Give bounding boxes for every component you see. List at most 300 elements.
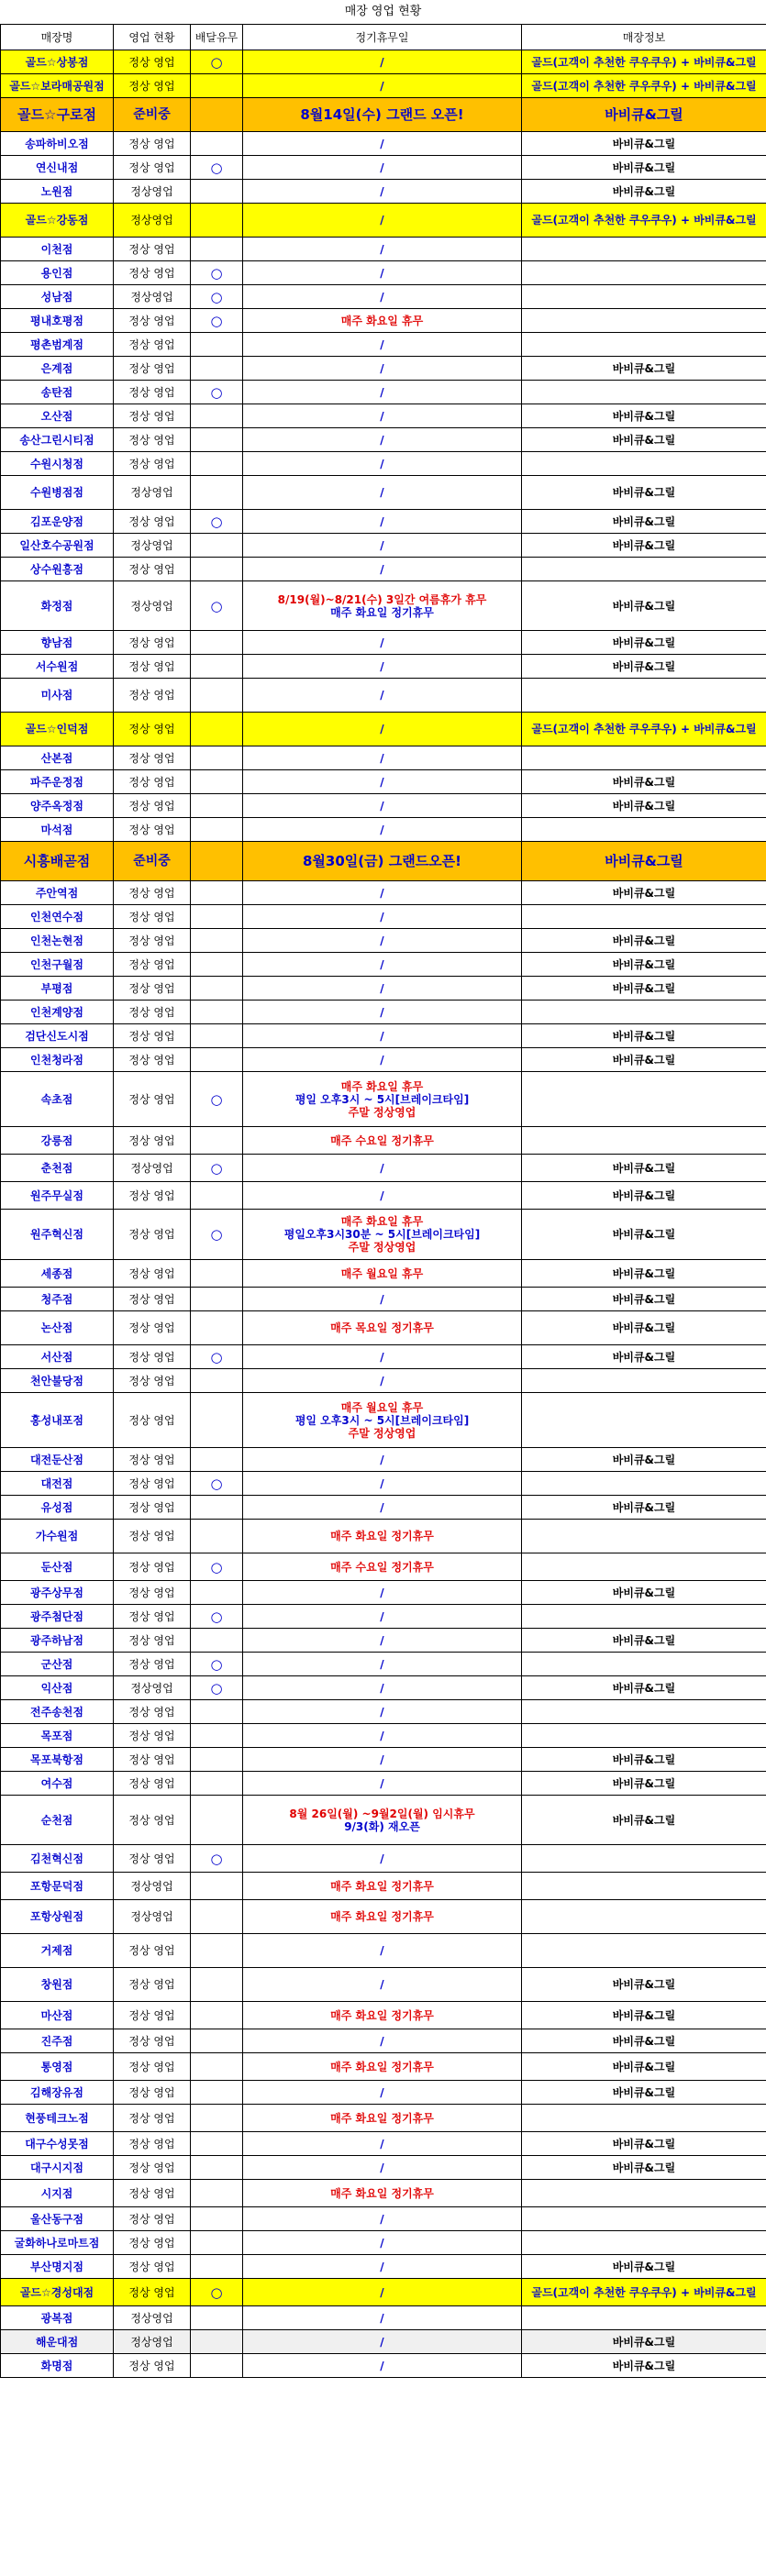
store-info-cell: 바비큐&그릴 — [522, 631, 766, 655]
table-row — [1, 581, 766, 631]
holiday-line: / — [380, 2285, 384, 2299]
store-name-cell: 순천점 — [1, 1796, 114, 1845]
delivery-cell: ○ — [191, 309, 243, 333]
table-row — [1, 1873, 766, 1900]
status-cell: 정상 영업 — [114, 2354, 191, 2378]
store-name-cell: 화명점 — [1, 2354, 114, 2378]
delivery-cell — [191, 1311, 243, 1345]
holiday-cell — [243, 770, 522, 794]
store-name-cell: 주안역점 — [1, 881, 114, 905]
delivery-cell — [191, 2029, 243, 2053]
status-cell: 정상 영업 — [114, 1796, 191, 1845]
store-name-cell: 평촌범계점 — [1, 333, 114, 357]
store-info-cell: 바비큐&그릴 — [522, 1968, 766, 2002]
holiday-line: / — [380, 957, 384, 971]
status-cell: 정상 영업 — [114, 1553, 191, 1581]
delivery-cell — [191, 74, 243, 98]
delivery-cell — [191, 2330, 243, 2354]
table-row — [1, 1448, 766, 1472]
store-info-cell: 바비큐&그릴 — [522, 98, 766, 132]
store-info-cell: 바비큐&그릴 — [522, 156, 766, 180]
holiday-line: / — [380, 2311, 384, 2325]
status-cell: 정상 영업 — [114, 381, 191, 404]
store-info-cell — [522, 285, 766, 309]
holiday-line: 매주 화요일 휴무 — [340, 1079, 424, 1093]
holiday-line: 매주 화요일 정기휴무 — [330, 2186, 434, 2200]
store-name-cell: 미사점 — [1, 679, 114, 713]
table-row — [1, 2306, 766, 2330]
holiday-cell — [243, 357, 522, 381]
holiday-line: / — [380, 1500, 384, 1514]
holiday-line: / — [380, 514, 384, 528]
store-name-cell: 대구수성못점 — [1, 2132, 114, 2156]
status-cell: 정상영업 — [114, 476, 191, 510]
table-row — [1, 404, 766, 428]
delivery-cell: ○ — [191, 1345, 243, 1369]
holiday-cell — [243, 1024, 522, 1048]
table-row — [1, 1968, 766, 2002]
delivery-cell — [191, 1393, 243, 1448]
status-cell: 정상 영업 — [114, 2081, 191, 2105]
status-cell: 정상 영업 — [114, 558, 191, 581]
table-row — [1, 1369, 766, 1393]
store-info-cell: 바비큐&그릴 — [522, 1748, 766, 1772]
status-cell: 정상 영업 — [114, 2255, 191, 2279]
delivery-cell — [191, 1520, 243, 1553]
delivery-cell — [191, 770, 243, 794]
holiday-line: / — [380, 457, 384, 470]
holiday-cell — [243, 2105, 522, 2132]
delivery-cell — [191, 1448, 243, 1472]
status-cell: 정상 영업 — [114, 2180, 191, 2207]
table-row — [1, 1210, 766, 1260]
delivery-cell — [191, 679, 243, 713]
table-row — [1, 1520, 766, 1553]
store-info-cell: 바비큐&그릴 — [522, 2053, 766, 2081]
holiday-line: 매주 화요일 정기휴무 — [330, 2111, 434, 2125]
status-cell: 정상 영업 — [114, 1581, 191, 1605]
table-row — [1, 1127, 766, 1155]
store-info-cell: 바비큐&그릴 — [522, 1496, 766, 1520]
table-row — [1, 1072, 766, 1127]
table-row — [1, 1934, 766, 1968]
holiday-line: 매주 수요일 정기휴무 — [330, 1133, 434, 1147]
holiday-line: 주말 정상영업 — [348, 1105, 416, 1119]
table-row — [1, 794, 766, 818]
holiday-line: / — [380, 1029, 384, 1043]
table-row — [1, 381, 766, 404]
table-row — [1, 1182, 766, 1210]
table-row — [1, 2105, 766, 2132]
holiday-cell — [243, 1700, 522, 1724]
holiday-cell — [243, 1900, 522, 1934]
holiday-cell — [243, 1369, 522, 1393]
table-row — [1, 679, 766, 713]
delivery-cell — [191, 2180, 243, 2207]
holiday-cell — [243, 1629, 522, 1653]
holiday-line: / — [380, 2260, 384, 2273]
holiday-cell — [243, 132, 522, 156]
store-info-cell: 바비큐&그릴 — [522, 1048, 766, 1072]
delivery-cell — [191, 2053, 243, 2081]
status-cell: 정상 영업 — [114, 1369, 191, 1393]
store-name-cell: 인천구월점 — [1, 953, 114, 977]
holiday-cell — [243, 953, 522, 977]
store-name-cell: 인천연수점 — [1, 905, 114, 929]
store-info-cell — [522, 452, 766, 476]
delivery-cell — [191, 2207, 243, 2231]
holiday-cell — [243, 1796, 522, 1845]
status-cell: 정상 영업 — [114, 818, 191, 842]
status-cell: 정상 영업 — [114, 1845, 191, 1873]
status-cell: 정상 영업 — [114, 1345, 191, 1369]
holiday-line: 매주 화요일 정기휴무 — [330, 1530, 434, 1542]
holiday-line: / — [380, 214, 384, 227]
holiday-cell — [243, 679, 522, 713]
delivery-cell — [191, 881, 243, 905]
store-name-cell: 연신내점 — [1, 156, 114, 180]
holiday-line: / — [380, 910, 384, 923]
holiday-line: / — [380, 751, 384, 765]
holiday-line: / — [380, 886, 384, 900]
store-name-cell: 원주무실점 — [1, 1182, 114, 1210]
store-info-cell: 골드(고객이 추천한 쿠우쿠우) + 바비큐&그릴 — [522, 2279, 766, 2306]
holiday-line: / — [380, 1729, 384, 1742]
delivery-cell — [191, 1629, 243, 1653]
status-cell: 정상 영업 — [114, 2156, 191, 2180]
holiday-cell — [243, 2354, 522, 2378]
table-row — [1, 1345, 766, 1369]
store-name-cell: 세종점 — [1, 1260, 114, 1288]
table-row — [1, 818, 766, 842]
holiday-line: / — [380, 1705, 384, 1719]
store-name-cell: 광주상무점 — [1, 1581, 114, 1605]
delivery-cell — [191, 1496, 243, 1520]
store-name-cell: 굴화하나로마트점 — [1, 2231, 114, 2255]
holiday-line: 매주 화요일 정기휴무 — [330, 605, 434, 619]
holiday-cell — [243, 818, 522, 842]
holiday-line: 8월30일(금) 그랜드오픈! — [302, 853, 461, 869]
holiday-cell — [243, 713, 522, 746]
holiday-cell — [243, 428, 522, 452]
holiday-cell — [243, 1653, 522, 1676]
table-header-row — [1, 25, 766, 50]
holiday-cell — [243, 558, 522, 581]
holiday-cell — [243, 1676, 522, 1700]
holiday-line: / — [380, 723, 384, 735]
delivery-cell — [191, 2002, 243, 2029]
status-cell: 정상 영업 — [114, 309, 191, 333]
holiday-line: / — [380, 385, 384, 399]
table-row — [1, 476, 766, 510]
status-cell: 정상영업 — [114, 581, 191, 631]
store-info-cell — [522, 333, 766, 357]
delivery-cell: ○ — [191, 50, 243, 74]
store-info-cell: 바비큐&그릴 — [522, 534, 766, 558]
header-delivery: 배달유무 — [191, 25, 243, 50]
delivery-cell — [191, 1581, 243, 1605]
delivery-cell: ○ — [191, 1653, 243, 1676]
store-name-cell: 현풍테크노점 — [1, 2105, 114, 2132]
table-row — [1, 285, 766, 309]
status-cell: 정상 영업 — [114, 746, 191, 770]
holiday-line: / — [380, 1752, 384, 1766]
delivery-cell — [191, 818, 243, 842]
table-row — [1, 357, 766, 381]
holiday-cell — [243, 98, 522, 132]
store-name-cell: 상수원흥점 — [1, 558, 114, 581]
status-cell: 정상 영업 — [114, 1288, 191, 1311]
holiday-cell — [243, 1553, 522, 1581]
holiday-cell — [243, 2330, 522, 2354]
store-name-cell: 논산점 — [1, 1311, 114, 1345]
store-info-cell: 바비큐&그릴 — [522, 1024, 766, 1048]
status-cell: 정상 영업 — [114, 333, 191, 357]
delivery-cell — [191, 655, 243, 679]
store-info-cell — [522, 1369, 766, 1393]
store-name-cell: 산본점 — [1, 746, 114, 770]
store-name-cell: 여수점 — [1, 1772, 114, 1796]
status-cell: 정상 영업 — [114, 2105, 191, 2132]
holiday-cell — [243, 842, 522, 881]
holiday-line: 매주 화요일 정기휴무 — [330, 2060, 434, 2073]
delivery-cell: ○ — [191, 381, 243, 404]
holiday-cell — [243, 1968, 522, 2002]
holiday-line: / — [380, 562, 384, 576]
status-cell: 정상 영업 — [114, 1934, 191, 1968]
table-row — [1, 631, 766, 655]
store-name-cell: 김해장유점 — [1, 2081, 114, 2105]
delivery-cell — [191, 929, 243, 953]
store-name-cell: 수원시청점 — [1, 452, 114, 476]
store-name-cell: 울산동구점 — [1, 2207, 114, 2231]
holiday-cell — [243, 381, 522, 404]
delivery-cell — [191, 1024, 243, 1048]
holiday-line: / — [380, 775, 384, 789]
store-info-cell: 바비큐&그릴 — [522, 510, 766, 534]
store-name-cell: 춘천점 — [1, 1155, 114, 1182]
store-name-cell: 시흥배곧점 — [1, 842, 114, 881]
delivery-cell — [191, 1127, 243, 1155]
store-table — [0, 24, 766, 2378]
store-name-cell: 천안불당점 — [1, 1369, 114, 1393]
status-cell: 정상 영업 — [114, 1182, 191, 1210]
store-name-cell: 홍성내포점 — [1, 1393, 114, 1448]
store-name-cell: 목포점 — [1, 1724, 114, 1748]
store-name-cell: 골드☆경성대점 — [1, 2279, 114, 2306]
header-status: 영업 현황 — [114, 25, 191, 50]
store-name-cell: 인천청라점 — [1, 1048, 114, 1072]
holiday-cell — [243, 1520, 522, 1553]
delivery-cell — [191, 713, 243, 746]
delivery-cell: ○ — [191, 1676, 243, 1700]
holiday-cell — [243, 309, 522, 333]
holiday-cell — [243, 404, 522, 428]
table-row — [1, 713, 766, 746]
status-cell: 정상 영업 — [114, 905, 191, 929]
status-cell: 정상 영업 — [114, 1393, 191, 1448]
holiday-line: 매주 화요일 정기휴무 — [330, 1910, 434, 1923]
holiday-cell — [243, 180, 522, 204]
holiday-line: / — [380, 433, 384, 447]
delivery-cell: ○ — [191, 2279, 243, 2306]
holiday-line: / — [380, 1374, 384, 1388]
table-row — [1, 2180, 766, 2207]
holiday-line: / — [380, 1852, 384, 1865]
delivery-cell — [191, 238, 243, 261]
holiday-cell — [243, 977, 522, 1001]
table-row — [1, 50, 766, 74]
store-info-cell: 바비큐&그릴 — [522, 180, 766, 204]
store-name-cell: 용인점 — [1, 261, 114, 285]
delivery-cell — [191, 1724, 243, 1748]
table-row — [1, 905, 766, 929]
store-name-cell: 대전점 — [1, 1472, 114, 1496]
holiday-cell — [243, 333, 522, 357]
table-row — [1, 1260, 766, 1288]
delivery-cell — [191, 842, 243, 881]
store-name-cell: 강릉점 — [1, 1127, 114, 1155]
header-store-name: 매장명 — [1, 25, 114, 50]
holiday-cell — [243, 2053, 522, 2081]
store-name-cell: 광복점 — [1, 2306, 114, 2330]
store-name-cell: 해운대점 — [1, 2330, 114, 2354]
store-name-cell: 창원점 — [1, 1968, 114, 2002]
status-cell: 정상영업 — [114, 1676, 191, 1700]
delivery-cell — [191, 794, 243, 818]
delivery-cell: ○ — [191, 285, 243, 309]
store-info-cell: 바비큐&그릴 — [522, 132, 766, 156]
holiday-line: / — [380, 934, 384, 947]
delivery-cell — [191, 132, 243, 156]
status-cell: 정상 영업 — [114, 631, 191, 655]
status-cell: 정상 영업 — [114, 2002, 191, 2029]
store-name-cell: 골드☆보라매공원점 — [1, 74, 114, 98]
holiday-line: 주말 정상영업 — [348, 1241, 416, 1254]
status-cell: 정상 영업 — [114, 2132, 191, 2156]
table-row — [1, 558, 766, 581]
store-name-cell: 이천점 — [1, 238, 114, 261]
holiday-line: 매주 월요일 휴무 — [340, 1266, 424, 1280]
holiday-cell — [243, 2081, 522, 2105]
holiday-line: 매주 화요일 휴무 — [340, 1215, 424, 1228]
status-cell: 정상 영업 — [114, 261, 191, 285]
holiday-line: / — [380, 1586, 384, 1599]
delivery-cell — [191, 905, 243, 929]
delivery-cell — [191, 476, 243, 510]
store-info-cell: 바비큐&그릴 — [522, 2132, 766, 2156]
status-cell: 정상 영업 — [114, 404, 191, 428]
table-row — [1, 1024, 766, 1048]
holiday-line: 8월 26일(월) ~9월2일(월) 임시휴무 — [289, 1807, 475, 1820]
delivery-cell — [191, 452, 243, 476]
status-cell: 정상 영업 — [114, 794, 191, 818]
store-info-cell: 바비큐&그릴 — [522, 428, 766, 452]
holiday-cell — [243, 1048, 522, 1072]
delivery-cell — [191, 2306, 243, 2330]
store-name-cell: 익산점 — [1, 1676, 114, 1700]
holiday-line: / — [380, 2359, 384, 2372]
holiday-line: / — [380, 184, 384, 198]
delivery-cell — [191, 1873, 243, 1900]
holiday-cell — [243, 1288, 522, 1311]
status-cell: 정상영업 — [114, 180, 191, 204]
store-name-cell: 광주첨단점 — [1, 1605, 114, 1629]
store-name-cell: 일산호수공원점 — [1, 534, 114, 558]
holiday-cell — [243, 1155, 522, 1182]
holiday-line: / — [380, 823, 384, 836]
store-info-cell: 바비큐&그릴 — [522, 1676, 766, 1700]
store-name-cell: 시지점 — [1, 2180, 114, 2207]
holiday-cell — [243, 1748, 522, 1772]
store-name-cell: 골드☆구로점 — [1, 98, 114, 132]
table-row — [1, 2081, 766, 2105]
holiday-cell — [243, 1581, 522, 1605]
table-row — [1, 428, 766, 452]
holiday-line: / — [380, 1681, 384, 1695]
store-info-cell: 바비큐&그릴 — [522, 404, 766, 428]
holiday-cell — [243, 746, 522, 770]
holiday-cell — [243, 2255, 522, 2279]
holiday-cell — [243, 1182, 522, 1210]
table-row — [1, 1048, 766, 1072]
holiday-line: / — [380, 1188, 384, 1202]
table-row — [1, 98, 766, 132]
store-info-cell: 바비큐&그릴 — [522, 770, 766, 794]
holiday-line: / — [380, 1161, 384, 1175]
store-info-cell: 바비큐&그릴 — [522, 1311, 766, 1345]
holiday-line: / — [380, 1005, 384, 1019]
status-cell: 정상 영업 — [114, 1629, 191, 1653]
holiday-line: / — [380, 2137, 384, 2150]
table-row — [1, 881, 766, 905]
store-info-cell: 바비큐&그릴 — [522, 2255, 766, 2279]
status-cell: 정상영업 — [114, 1873, 191, 1900]
store-name-cell: 마산점 — [1, 2002, 114, 2029]
holiday-line: 매주 화요일 정기휴무 — [330, 2008, 434, 2022]
holiday-cell — [243, 881, 522, 905]
holiday-line: / — [380, 1292, 384, 1306]
table-row — [1, 2231, 766, 2255]
status-cell: 정상 영업 — [114, 1001, 191, 1024]
status-cell: 정상영업 — [114, 534, 191, 558]
table-row — [1, 953, 766, 977]
store-info-cell — [522, 1553, 766, 1581]
status-cell: 정상 영업 — [114, 1653, 191, 1676]
delivery-cell — [191, 404, 243, 428]
holiday-cell — [243, 452, 522, 476]
status-cell: 정상영업 — [114, 204, 191, 238]
status-cell: 정상 영업 — [114, 2053, 191, 2081]
table-row — [1, 510, 766, 534]
table-row — [1, 1288, 766, 1311]
holiday-cell — [243, 2029, 522, 2053]
holiday-line: / — [380, 266, 384, 280]
status-cell: 정상 영업 — [114, 74, 191, 98]
store-name-cell: 광주하남점 — [1, 1629, 114, 1653]
status-cell: 정상 영업 — [114, 1048, 191, 1072]
holiday-cell — [243, 1934, 522, 1968]
status-cell: 정상 영업 — [114, 679, 191, 713]
delivery-cell: ○ — [191, 1472, 243, 1496]
store-name-cell: 평내호평점 — [1, 309, 114, 333]
table-row — [1, 2207, 766, 2231]
holiday-cell — [243, 1260, 522, 1288]
holiday-cell — [243, 1345, 522, 1369]
store-info-cell — [522, 2105, 766, 2132]
holiday-line: 매주 화요일 휴무 — [340, 314, 424, 327]
table-row — [1, 1553, 766, 1581]
